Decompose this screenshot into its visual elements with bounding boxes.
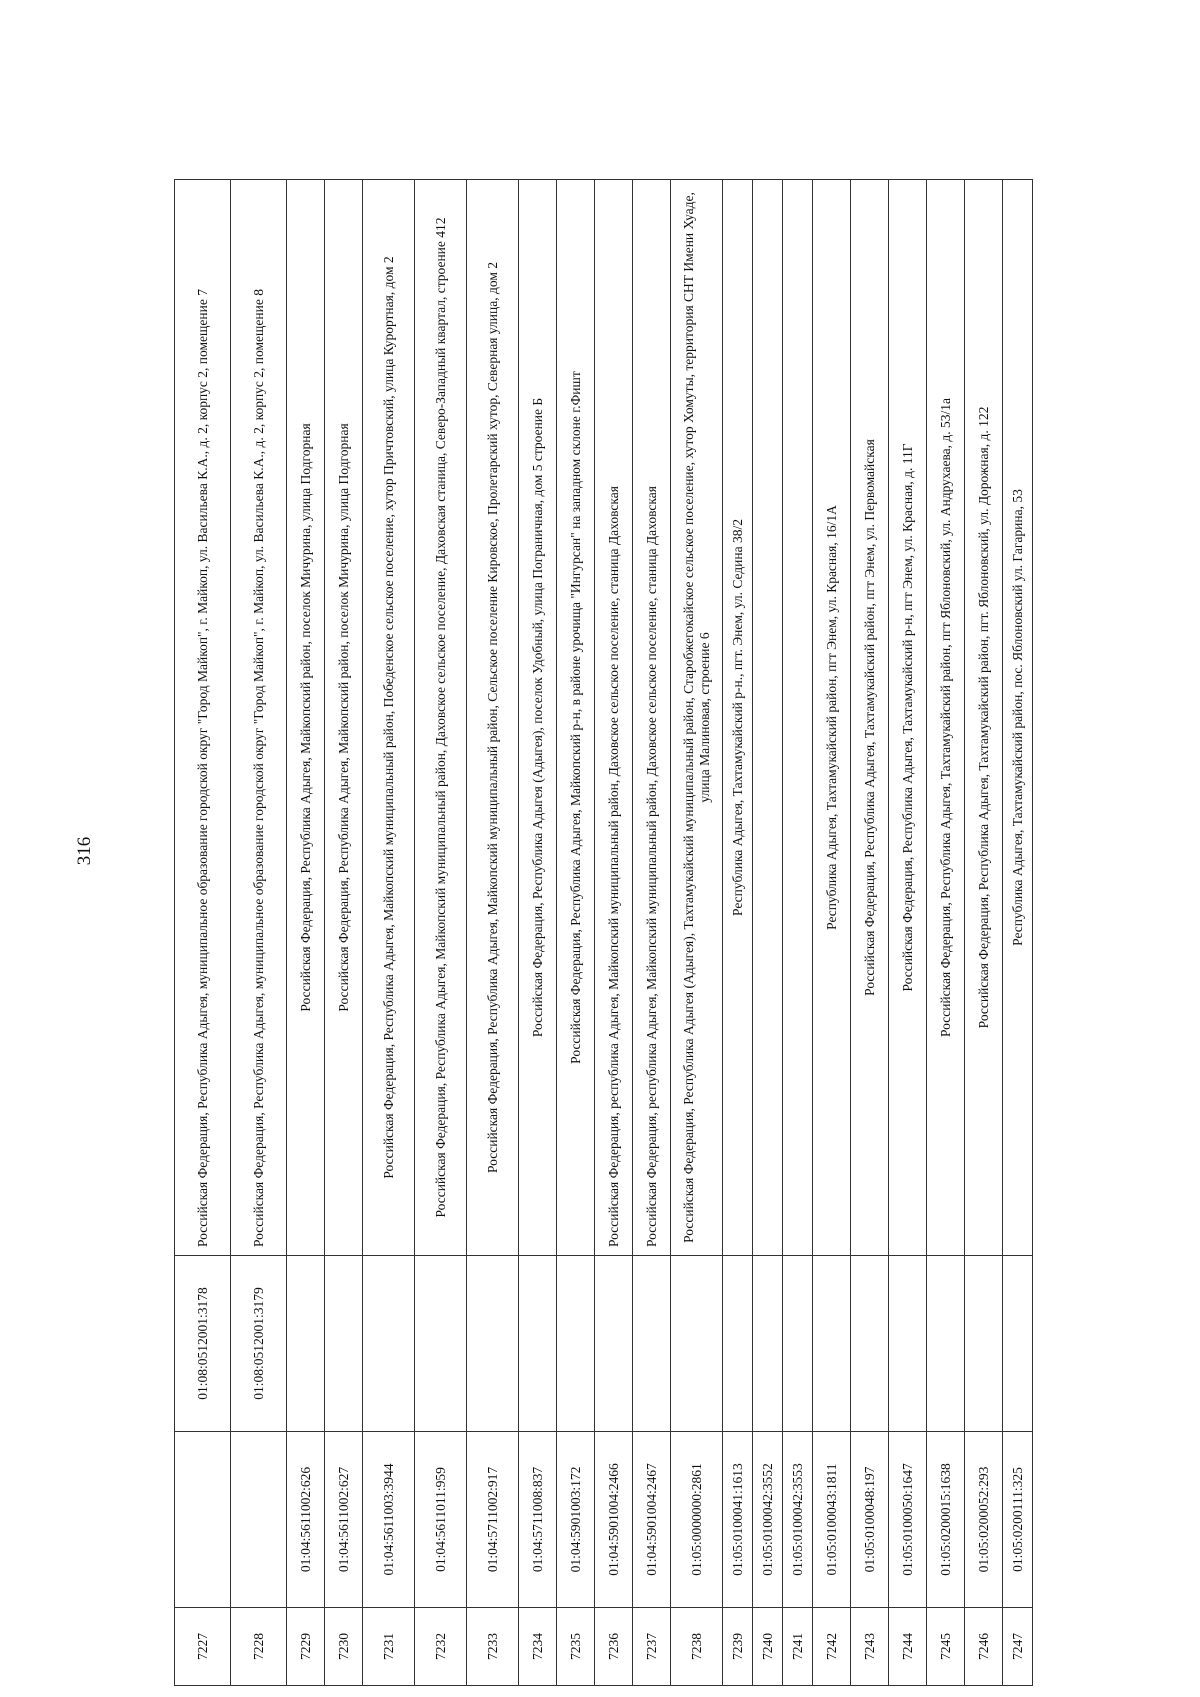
cadastral-number: 01:04:5901004:2466 bbox=[595, 1432, 633, 1608]
row-number: 7233 bbox=[467, 1608, 519, 1686]
cadastral-number: 01:05:0100048:197 bbox=[851, 1432, 889, 1608]
cadastral-number bbox=[175, 1432, 231, 1608]
parent-cadastral-number bbox=[723, 1256, 753, 1432]
address: Российская Федерация, республика Адыгея, Майкопский муниципальный район, Даховское сельское поселение, станица Даховская bbox=[595, 180, 633, 1256]
cadastral-number: 01:05:0000000:2861 bbox=[671, 1432, 723, 1608]
page-number: 316 bbox=[74, 836, 95, 866]
table-row bbox=[889, 180, 927, 1686]
address: Российская Федерация, Республика Адыгея (Адыгея), поселок Удобный, улица Пограничная, дом 5 строение Б bbox=[519, 180, 557, 1256]
address: Российская Федерация, Республика Адыгея, Тахтамукайский район, пгт Яблоновский, ул. Андрухаева, д. 53/1а bbox=[927, 180, 965, 1256]
parent-cadastral-number bbox=[363, 1256, 415, 1432]
table-body bbox=[175, 180, 1033, 1686]
row-number: 7234 bbox=[519, 1608, 557, 1686]
row-number: 7235 bbox=[557, 1608, 595, 1686]
cadastral-number bbox=[231, 1432, 287, 1608]
address: Российская Федерация, Республика Адыгея, Тахтамукайский р-н, пгт Энем, ул. Красная, д. 11Г bbox=[889, 180, 927, 1256]
table-row bbox=[557, 180, 595, 1686]
parent-cadastral-number bbox=[783, 1256, 813, 1432]
cadastral-number: 01:04:5611011:959 bbox=[415, 1432, 467, 1608]
parent-cadastral-number bbox=[519, 1256, 557, 1432]
address bbox=[783, 180, 813, 1256]
cadastral-number: 01:04:5711008:837 bbox=[519, 1432, 557, 1608]
parent-cadastral-number bbox=[965, 1256, 1003, 1432]
cadastral-number: 01:04:5901004:2467 bbox=[633, 1432, 671, 1608]
row-number: 7236 bbox=[595, 1608, 633, 1686]
table-row bbox=[851, 180, 889, 1686]
table-row bbox=[175, 180, 231, 1686]
cadastral-number: 01:05:0100042:3553 bbox=[783, 1432, 813, 1608]
parent-cadastral-number bbox=[671, 1256, 723, 1432]
cadastral-number: 01:05:0200015:1638 bbox=[927, 1432, 965, 1608]
cadastral-number: 01:05:0100043:1811 bbox=[813, 1432, 851, 1608]
address: Республика Адыгея, Тахтамукайский р-н., пгт. Энем, ул. Седина 38/2 bbox=[723, 180, 753, 1256]
row-number: 7244 bbox=[889, 1608, 927, 1686]
table-row bbox=[287, 180, 325, 1686]
table-row bbox=[231, 180, 287, 1686]
address: Республика Адыгея, Тахтамукайский район, пос. Яблоновский ул. Гагарина, 53 bbox=[1003, 180, 1033, 1256]
table-row bbox=[467, 180, 519, 1686]
row-number: 7241 bbox=[783, 1608, 813, 1686]
table-row bbox=[753, 180, 783, 1686]
cadastral-number: 01:04:5611003:3944 bbox=[363, 1432, 415, 1608]
parent-cadastral-number bbox=[633, 1256, 671, 1432]
row-number: 7247 bbox=[1003, 1608, 1033, 1686]
parent-cadastral-number bbox=[927, 1256, 965, 1432]
cadastral-number: 01:05:0100050:1647 bbox=[889, 1432, 927, 1608]
parent-cadastral-number bbox=[287, 1256, 325, 1432]
address: Российская Федерация, Республика Адыгея, Тахтамукайский район, пгт. Яблоновский, ул. Дорожная, д. 122 bbox=[965, 180, 1003, 1256]
row-number: 7231 bbox=[363, 1608, 415, 1686]
table-row bbox=[1003, 180, 1033, 1686]
address: Российская Федерация, Республика Адыгея, Майкопский район, поселок Мичурина, улица Подгорная bbox=[287, 180, 325, 1256]
row-number: 7230 bbox=[325, 1608, 363, 1686]
address: Российская Федерация, Республика Адыгея, муниципальное образование городской округ "Город Майкоп", г. Майкоп, ул. Васильева К.А., д. 2, корпус 2, помещение 8 bbox=[231, 180, 287, 1256]
row-number: 7246 bbox=[965, 1608, 1003, 1686]
cadastral-number: 01:05:0100042:3552 bbox=[753, 1432, 783, 1608]
address: Республика Адыгея, Тахтамукайский район, пгт Энем, ул. Красная, 16/1А bbox=[813, 180, 851, 1256]
address: Российская Федерация, Республика Адыгея, Тахтамукайский район, пгт Энем, ул. Первомайская bbox=[851, 180, 889, 1256]
address bbox=[753, 180, 783, 1256]
parent-cadastral-number bbox=[415, 1256, 467, 1432]
row-number: 7232 bbox=[415, 1608, 467, 1686]
address: Российская Федерация, Республика Адыгея, муниципальное образование городской округ "Город Майкоп", г. Майкоп, ул. Васильева К.А., д. 2, корпус 2, помещение 7 bbox=[175, 180, 231, 1256]
parent-cadastral-number bbox=[889, 1256, 927, 1432]
address: Российская Федерация, республика Адыгея, Майкопский муниципальный район, Даховское сельское поселение, станица Даховская bbox=[633, 180, 671, 1256]
table-row bbox=[965, 180, 1003, 1686]
parent-cadastral-number bbox=[753, 1256, 783, 1432]
parent-cadastral-number bbox=[325, 1256, 363, 1432]
parent-cadastral-number bbox=[1003, 1256, 1033, 1432]
parent-cadastral-number bbox=[467, 1256, 519, 1432]
table-row bbox=[671, 180, 723, 1686]
parent-cadastral-number bbox=[813, 1256, 851, 1432]
row-number: 7229 bbox=[287, 1608, 325, 1686]
table-row bbox=[813, 180, 851, 1686]
cadastral-number: 01:05:0200052:293 bbox=[965, 1432, 1003, 1608]
cadastral-number: 01:04:5901003:172 bbox=[557, 1432, 595, 1608]
table-row bbox=[415, 180, 467, 1686]
table-row bbox=[325, 180, 363, 1686]
address: Российская Федерация, Республика Адыгея, Майкопский муниципальный район, Сельское поселение Кировское, Пролетарский хутор, Северная улица, дом 2 bbox=[467, 180, 519, 1256]
row-number: 7237 bbox=[633, 1608, 671, 1686]
row-number: 7243 bbox=[851, 1608, 889, 1686]
cadastral-table bbox=[174, 179, 1033, 1686]
row-number: 7242 bbox=[813, 1608, 851, 1686]
cadastral-number: 01:04:5611002:626 bbox=[287, 1432, 325, 1608]
cadastral-number: 01:05:0200111:325 bbox=[1003, 1432, 1033, 1608]
cadastral-number: 01:05:0100041:1613 bbox=[723, 1432, 753, 1608]
parent-cadastral-number bbox=[851, 1256, 889, 1432]
address: Российская Федерация, Республика Адыгея, Майкопский район, поселок Мичурина, улица Подгорная bbox=[325, 180, 363, 1256]
table-row bbox=[519, 180, 557, 1686]
cadastral-number: 01:04:5711002:917 bbox=[467, 1432, 519, 1608]
row-number: 7238 bbox=[671, 1608, 723, 1686]
table-row bbox=[595, 180, 633, 1686]
table-row bbox=[633, 180, 671, 1686]
row-number: 7228 bbox=[231, 1608, 287, 1686]
table-row bbox=[363, 180, 415, 1686]
address: Российская Федерация, Республика Адыгея, Майкопский муниципальный район, Даховское сельское поселение, Даховская станица, Северо-Западный квартал, строение 412 bbox=[415, 180, 467, 1256]
parent-cadastral-number: 01:08:0512001:3179 bbox=[231, 1256, 287, 1432]
address: Российская Федерация, Республика Адыгея, Майкопский муниципальный район, Победенское сельское поселение, хутор Причтовский, улица Курортная, дом 2 bbox=[363, 180, 415, 1256]
row-number: 7227 bbox=[175, 1608, 231, 1686]
address: Российская Федерация, Республика Адыгея, Майкопский р-н, в районе урочища "Ингурсан" на западном склоне г.Фишт bbox=[557, 180, 595, 1256]
table-row bbox=[723, 180, 753, 1686]
table-row bbox=[783, 180, 813, 1686]
table-container bbox=[174, 180, 1094, 1686]
parent-cadastral-number bbox=[595, 1256, 633, 1432]
table-row bbox=[927, 180, 965, 1686]
row-number: 7240 bbox=[753, 1608, 783, 1686]
row-number: 7239 bbox=[723, 1608, 753, 1686]
row-number: 7245 bbox=[927, 1608, 965, 1686]
parent-cadastral-number bbox=[557, 1256, 595, 1432]
address: Российская Федерация, Республика Адыгея (Адыгея), Тахтамукайский муниципальный район, Старобжегокайское сельское поселение, хутор Хомуты, территория СНТ Имени Хуаде, улица Малиновая, строение 6 bbox=[671, 180, 723, 1256]
cadastral-number: 01:04:5611002:627 bbox=[325, 1432, 363, 1608]
parent-cadastral-number: 01:08:0512001:3178 bbox=[175, 1256, 231, 1432]
